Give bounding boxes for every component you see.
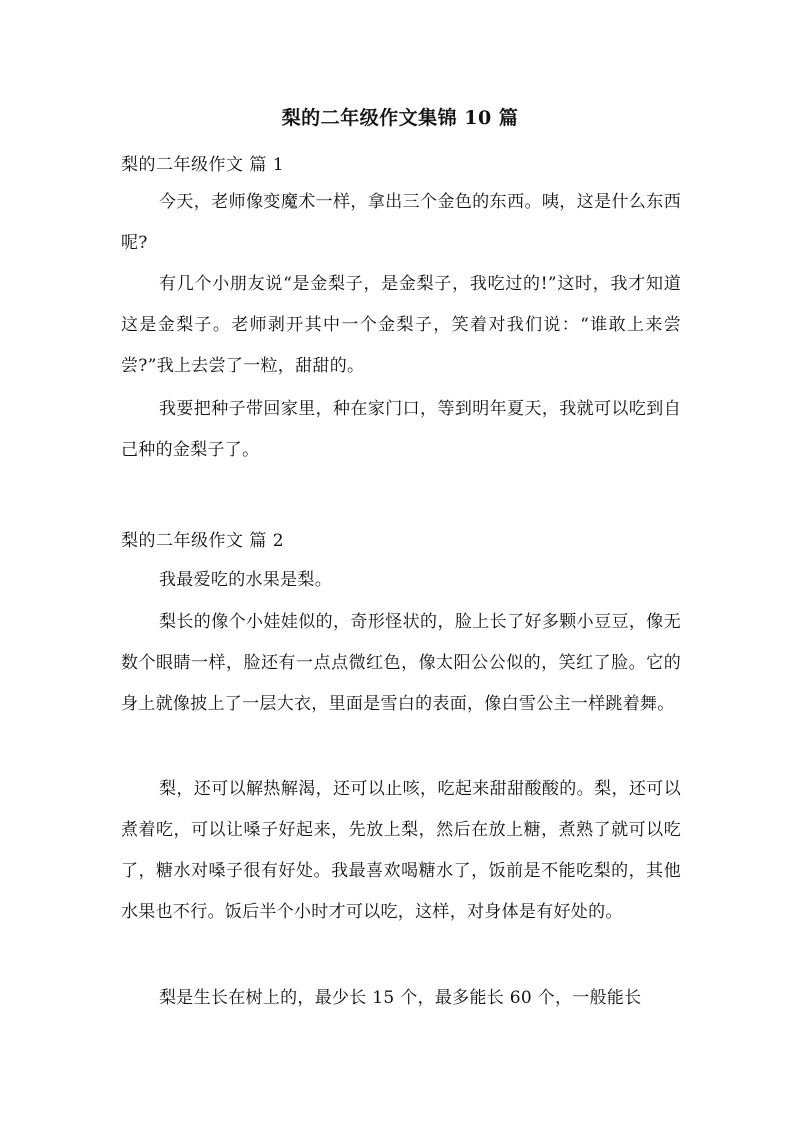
section-heading-2: 梨的二年级作文 篇 2 (121, 531, 285, 551)
document-title: 梨的二年级作文集锦 10 篇 (281, 107, 519, 129)
paragraph: 梨是生长在树上的，最少长 15 个，最多能长 60 个，一般能长 (159, 988, 642, 1008)
paragraph: 我要把种子带回家里，种在家门口，等到明年夏天，我就可以吃到自己种的金梨子了。 (121, 399, 681, 460)
paragraph: 有几个小朋友说“是金梨子，是金梨子，我吃过的!”这时，我才知道这是金梨子。老师剥开其中一个金梨子，笑着对我们说：“谁敢上来尝尝?”我上去尝了一粒，甜甜的。 (121, 274, 681, 376)
paragraph: 我最爱吃的水果是梨。 (159, 570, 332, 590)
paragraph: 梨长的像个小娃娃似的，奇形怪状的，脸上长了好多颗小豆豆，像无数个眼睛一样，脸还有一点点微红色，像太阳公公似的，笑红了脸。它的身上就像披上了一层大衣，里面是雪白的表面，像白雪公主一样跳着舞。 (121, 612, 681, 714)
paragraph: 梨，还可以解热解渴，还可以止咳，吃起来甜甜酸酸的。梨，还可以煮着吃，可以让嗓子好起来，先放上梨，然后在放上糖，煮熟了就可以吃了，糖水对嗓子很有好处。我最喜欢喝糖水了，饭前是不能吃梨的，其他水果也不行。饭后半个小时才可以吃，这样，对身体是有好处的。 (121, 779, 681, 922)
paragraph: 今天，老师像变魔术一样，拿出三个金色的东西。咦，这是什么东西呢? (121, 192, 681, 253)
section-heading-1: 梨的二年级作文 篇 1 (121, 155, 285, 175)
